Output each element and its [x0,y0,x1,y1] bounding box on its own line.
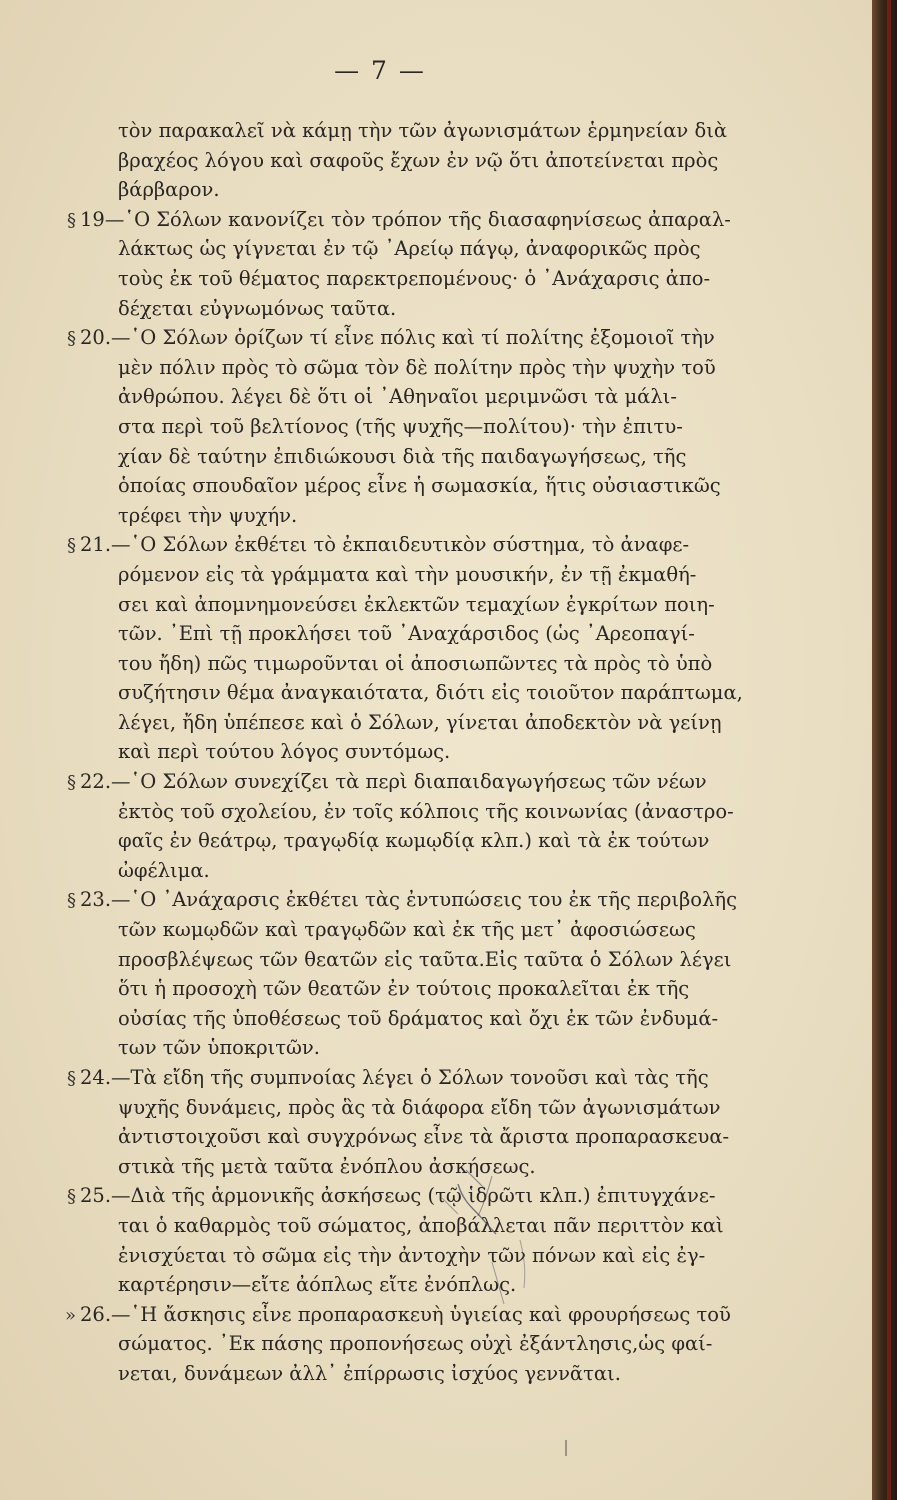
section-23 [36,885,796,1063]
text-line: προσβλέψεως τῶν θεατῶν εἰς ταῦτα.Εἰς ταῦτα ὁ Σόλων λέγει [118,947,732,971]
ink-speck [565,1440,567,1456]
text-line: 24.—Τὰ εἴδη τῆς συμπνοίας λέγει ὁ Σόλων τονοῦσι καὶ τὰς τῆς [80,1066,709,1089]
text-line: ὁποίας σπουδαῖον μέρος εἶνε ἡ σωμασκία, ἥτις οὐσιαστικῶς [118,474,721,498]
section-marker: » [64,1304,76,1326]
section-21 [36,530,796,767]
text-line: μὲν πόλιν πρὸς τὸ σῶμα τὸν δὲ πολίτην πρὸς τὴν ψυχὴν τοῦ [118,355,716,379]
text-line: χίαν δὲ ταύτην ἐπιδιώκουσι διὰ τῆς παιδαγωγήσεως, τῆς [118,444,687,468]
text-line: σει καὶ ἀπομνημονεύσει ἐκλεκτῶν τεμαχίων ἐγκρίτων ποιη- [118,592,715,616]
text-line: 23.—῾Ο ᾿Ανάχαρσις ἐκθέτει τὰς ἐντυπώσεις του ἐκ τῆς περιβολῆς [80,888,738,912]
text-line: τῶν κωμῳδῶν καὶ τραγῳδῶν καὶ ἐκ τῆς μετ᾽ ἀφοσιώσεως [118,918,696,942]
text-line: βάρβαρον. [118,178,220,202]
section-marker: § [67,1068,76,1089]
text-line: ἐνισχύεται τὸ σῶμα εἰς τὴν ἀντοχὴν τῶν πόνων καὶ εἰς ἐγ- [118,1243,706,1267]
text-line: σώματος. ᾿Εκ πάσης προπονήσεως οὐχὶ ἐξάντλησις,ὡς φαί- [118,1332,713,1356]
page-number: — 7 — [334,56,426,85]
section-marker: § [67,328,76,350]
text-line: καὶ περὶ τούτου λόγος συντόμως. [118,740,451,764]
text-line: βραχέος λόγου καὶ σαφοῦς ἔχων ἐν νῷ ὅτι ἀποτείνεται πρὸς [118,148,719,172]
text-line: στικὰ τῆς μετὰ ταῦτα ἐνόπλου ἀσκήσεως. [118,1154,536,1178]
text-line: ἐκτὸς τοῦ σχολείου, ἐν τοῖς κόλποις τῆς κοινωνίας (ἀναστρο- [118,799,734,823]
text-line: ὠφέλιμα. [118,858,210,882]
section-marker: § [67,535,76,557]
section-marker: § [67,772,76,794]
intro-paragraph [36,116,796,205]
text-line: στα περὶ τοῦ βελτίονος (τῆς ψυχῆς—πολίτου)· τὴν ἐπιτυ- [118,414,683,438]
text-line: 19—῾Ο Σόλων κανονίζει τὸν τρόπον τῆς διασαφηνίσεως ἀπαραλ- [80,207,731,231]
section-24 [36,1063,796,1181]
text-line: τὸν παρακαλεῖ νὰ κάμῃ τὴν τῶν ἀγωνισμάτων ἑρμηνείαν διὰ [118,119,728,142]
text-line: 26.—῾Η ἄσκησις εἶνε προπαρασκευὴ ὑγιείας καὶ φρουρήσεως τοῦ [80,1302,731,1326]
text-line: των τῶν ὑποκριτῶν. [118,1036,320,1060]
text-line: 21.—῾Ο Σόλων ἐκθέτει τὸ ἐκπαιδευτικὸν σύστημα, τὸ ἀναφε- [80,533,690,557]
text-line: ται ὁ καθαρμὸς τοῦ σώματος, ἀποβάλλεται πᾶν περιττὸν καὶ [118,1213,724,1237]
text-line: νεται, δυνάμεων ἀλλ᾽ ἐπίρρωσις ἰσχύος γεννᾶται. [118,1361,621,1385]
binding-red-stripe [887,0,891,1500]
text-line: οὐσίας τῆς ὑποθέσεως τοῦ δράματος καὶ ὄχι ἐκ τῶν ἐνδυμά- [118,1006,719,1030]
text-line: συζήτησιν θέμα ἀναγκαιότατα, διότι εἰς τοιοῦτον παράπτωμα, [118,681,743,705]
text-line: ἀνθρώπου. λέγει δὲ ὅτι οἱ ᾿Αθηναῖοι μεριμνῶσι τὰ μάλι- [118,385,677,409]
section-marker: § [67,890,76,912]
section-20 [36,323,796,530]
text-line: ρόμενον εἰς τὰ γράμματα καὶ τὴν μουσικήν, ἐν τῇ ἐκμαθή- [118,562,697,586]
text-line: 20.—῾Ο Σόλων ὁρίζων τί εἶνε πόλις καὶ τί πολίτης ἐξομοιοῖ τὴν [80,326,715,350]
text-line: τοὺς ἐκ τοῦ θέματος παρεκτρεπομένους· ὁ ᾿Ανάχαρσις ἀπο- [118,266,711,290]
page-body [36,116,796,1389]
section-19 [36,205,796,323]
text-line: καρτέρησιν—εἴτε ἀόπλως εἴτε ἐνόπλως. [118,1273,517,1297]
text-line: τῶν. ᾿Επὶ τῇ προκλήσει τοῦ ᾿Αναχάρσιδος (ὡς ᾿Αρεοπαγί- [118,622,695,646]
text-line: 22.—῾Ο Σόλων συνεχίζει τὰ περὶ διαπαιδαγωγήσεως τῶν νέων [80,770,707,794]
section-marker: § [67,1186,76,1208]
text-line: τρέφει τὴν ψυχήν. [118,503,298,527]
text-line: ψυχῆς δυνάμεις, πρὸς ἃς τὰ διάφορα εἴδη τῶν ἀγωνισμάτων [118,1095,721,1119]
text-line: του ἤδη) πῶς τιμωροῦνται οἱ ἀποσιωπῶντες τὰ πρὸς τὸ ὑπὸ [118,651,713,675]
text-line: δέχεται εὐγνωμόνως ταῦτα. [118,296,397,320]
section-25 [36,1181,796,1299]
text-line: λέγει, ἤδη ὑπέπεσε καὶ ὁ Σόλων, γίνεται ἀποδεκτὸν νὰ γείνῃ [118,710,722,734]
text-line: ἀντιστοιχοῦσι καὶ συγχρόνως εἶνε τὰ ἄριστα προπαρασκευα- [118,1125,730,1149]
text-line: λάκτως ὡς γίγνεται ἐν τῷ ᾿Αρείῳ πάγῳ, ἀναφορικῶς πρὸς [118,237,701,261]
section-26 [36,1300,796,1389]
text-line: 25.—Διὰ τῆς ἁρμονικῆς ἀσκήσεως (τῷ ἱδρῶτι κλπ.) ἐπιτυγχάνε- [80,1184,716,1208]
book-binding-edge [872,0,897,1500]
text-line: φαῖς ἐν θεάτρῳ, τραγῳδίᾳ κωμῳδίᾳ κλπ.) καὶ τὰ ἐκ τούτων [118,829,710,853]
text-line: ὅτι ἡ προσοχὴ τῶν θεατῶν ἐν τούτοις προκαλεῖται ἐκ τῆς [118,977,690,1001]
section-22 [36,767,796,885]
section-marker: § [67,209,76,231]
